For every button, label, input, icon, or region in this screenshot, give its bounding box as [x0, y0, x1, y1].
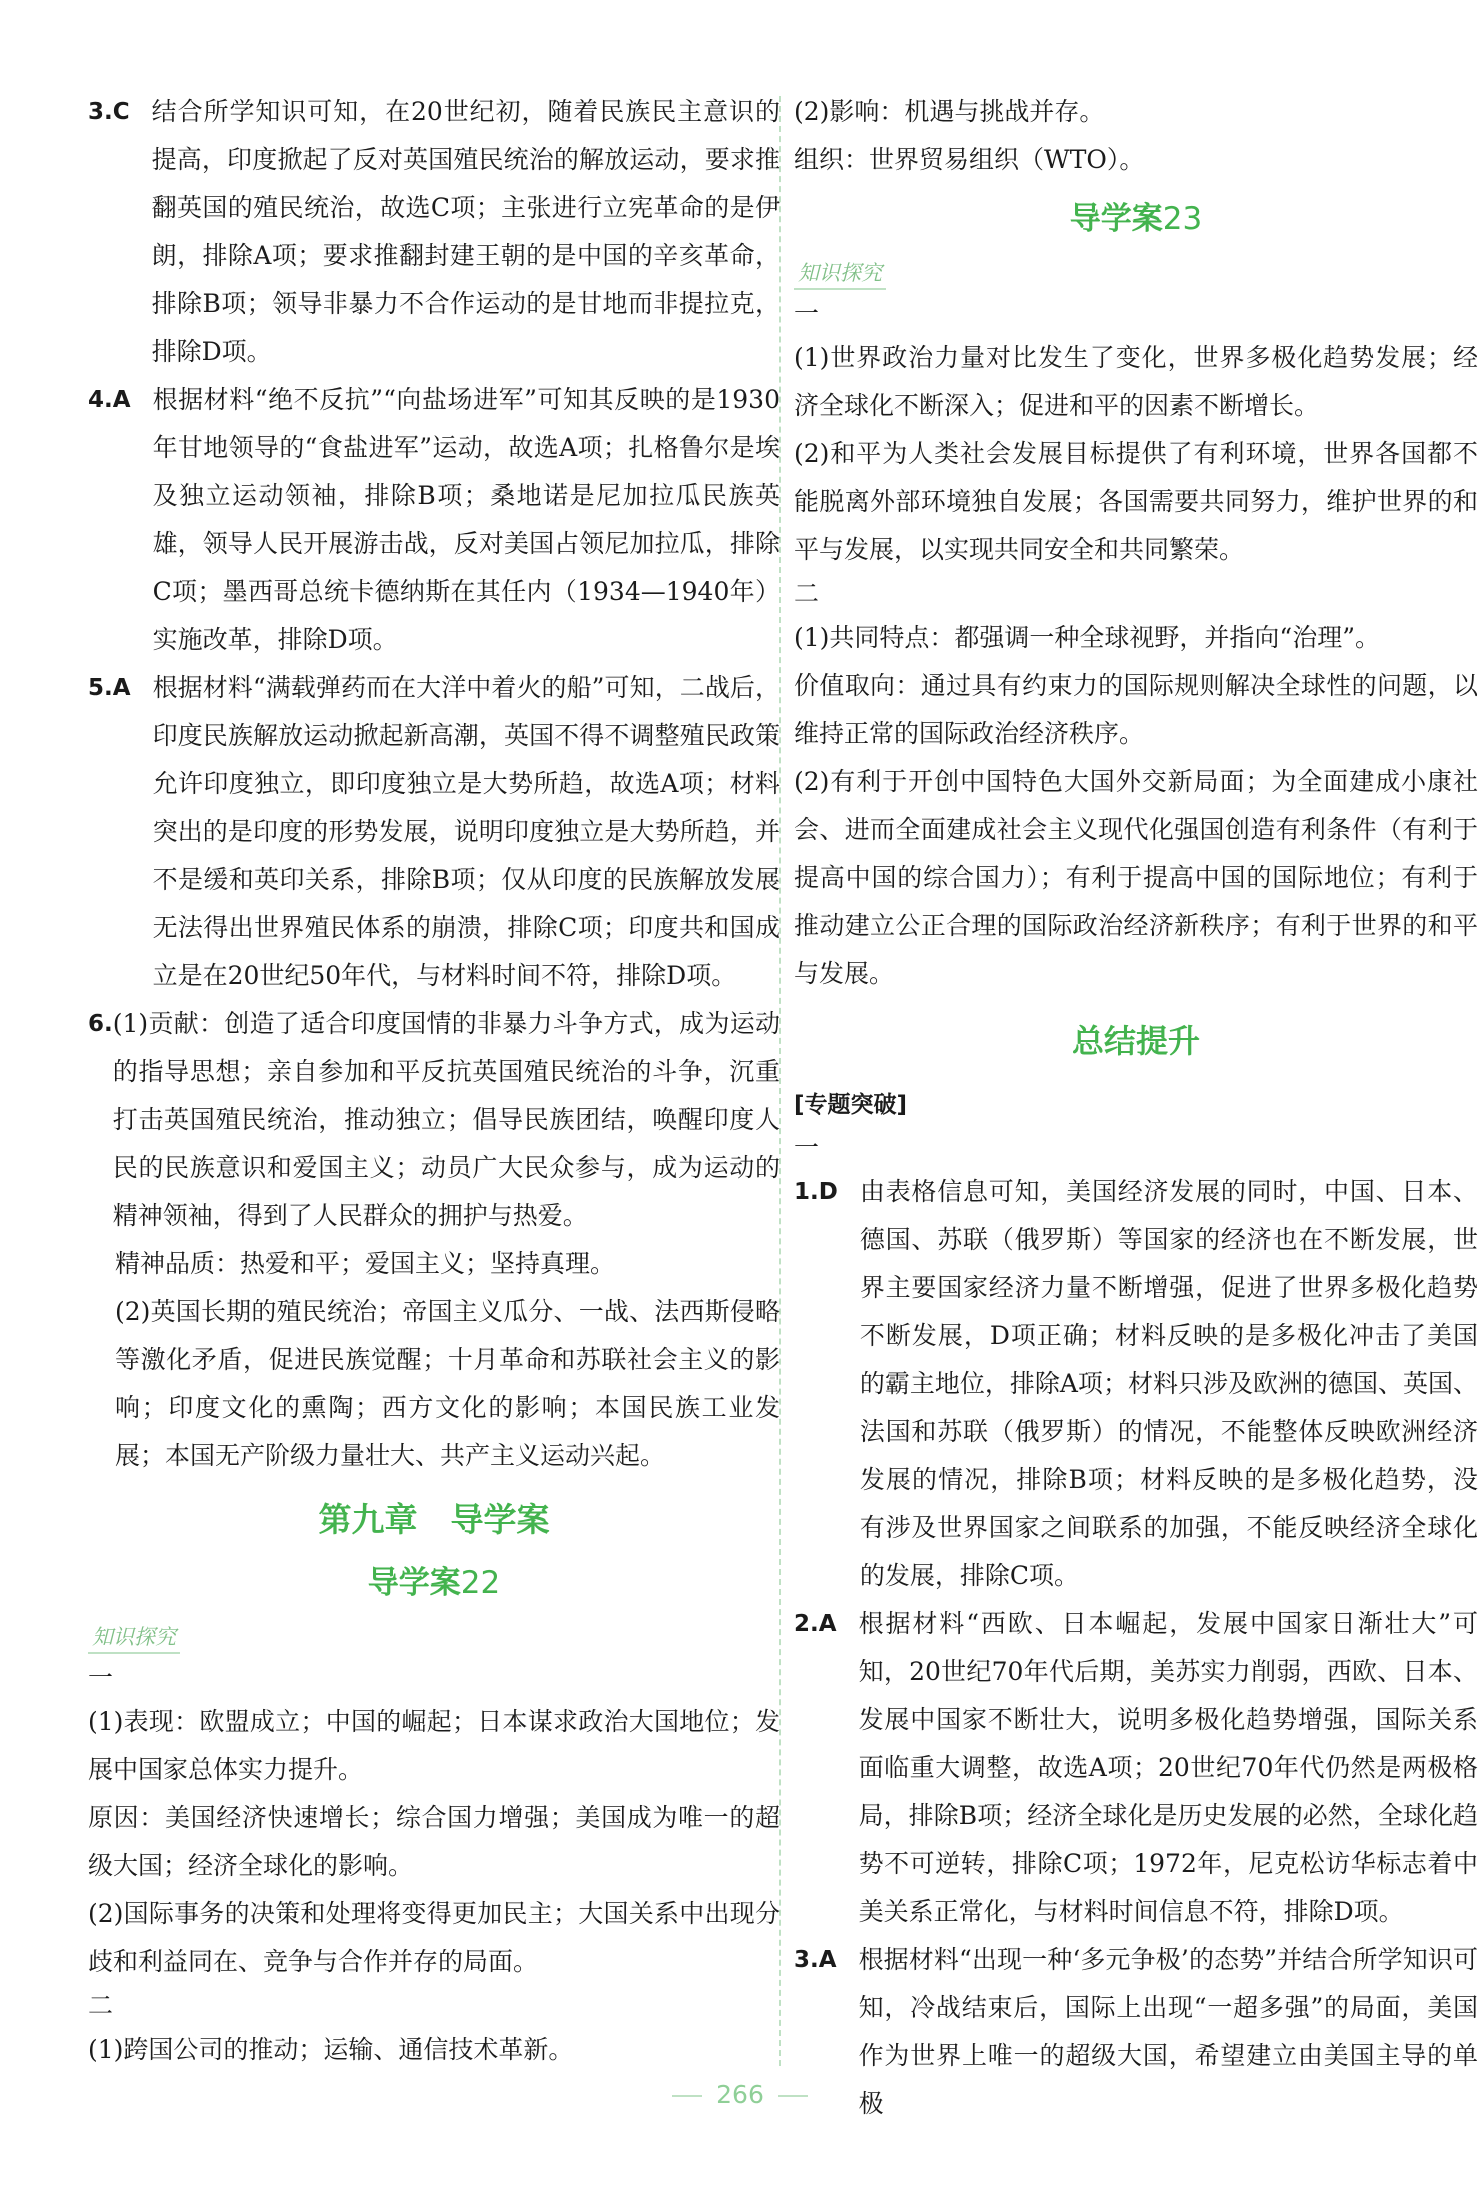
lesson-22-paragraph: (1)跨国公司的推动；运输、通信技术革新。 [88, 2035, 574, 2064]
page-footer [0, 2080, 1480, 2109]
knowledge-tag: 知识探究 [794, 258, 886, 290]
knowledge-tag: 知识探究 [88, 1622, 180, 1654]
section-marker: 一 [88, 1663, 114, 1692]
left-column [88, 88, 780, 2074]
section-marker: 二 [88, 1991, 114, 2020]
item-explanation: 结合所学知识可知，在20世纪初，随着民族民主意识的提高，印度掀起了反对英国殖民统治的解放运动，要求推翻英国的殖民统治，故选C项；主张进行立宪革命的是伊朗，排除A项；要求推翻封建王朝的是中国的辛亥革命，排除B项；领导非暴力不合作运动的是甘地而非提拉克，排除D项。 [151, 97, 780, 366]
lesson-23-title: 导学案23 [1069, 201, 1203, 237]
lesson-23-paragraph: (2)有利于开创中国特色大国外交新局面；为全面建成小康社会、进而全面建成社会主义现代化强国创造有利条件（有利于提高中国的综合国力）；有利于提高中国的国际地位；有利于推动建立公正合理的国际政治经济新秩序；有利于世界的和平与发展。 [794, 767, 1478, 988]
footer-dash [672, 2095, 702, 2097]
item-number: 4.A [88, 387, 131, 413]
lesson-22-paragraph: (1)表现：欧盟成立；中国的崛起；日本谋求政治大国地位；发展中国家总体实力提升。 [88, 1707, 780, 1784]
answer-item-4 [88, 376, 780, 664]
item-explanation: 由表格信息可知，美国经济发展的同时，中国、日本、德国、苏联（俄罗斯）等国家的经济也在不断发展，世界主要国家经济力量不断增强，促进了世界多极化趋势不断发展，D项正确；材料反映的是多极化冲击了美国的霸主地位，排除A项；材料只涉及欧洲的德国、英国、法国和苏联（俄罗斯）的情况，不能整体反映欧洲经济发展的情况，排除B项；材料反映的是多极化趋势，没有涉及世界国家之间联系的加强，不能反映经济全球化的发展，排除C项。 [859, 1177, 1478, 1590]
section-marker: 一 [794, 299, 820, 328]
summary-answer-item-2 [794, 1600, 1478, 1936]
continued-paragraph: (2)影响：机遇与挑战并存。 [794, 97, 1105, 126]
item-answer-part-2: (2)英国长期的殖民统治；帝国主义瓜分、一战、法西斯侵略等激化矛盾，促进民族觉醒；十月革命和苏联社会主义的影响；印度文化的熏陶；西方文化的影响；本国民族工业发展；本国无产阶级力量壮大、共产主义运动兴起。 [115, 1297, 780, 1470]
item-explanation: 根据材料“出现一种‘多元争极’的态势”并结合所学知识可知，冷战结束后，国际上出现“一超多强”的局面，美国作为世界上唯一的超级大国，希望建立由美国主导的单极 [858, 1945, 1478, 2118]
item-number: 5.A [88, 675, 131, 701]
item-number: 3.A [794, 1947, 837, 1973]
summary-answer-item-1 [794, 1168, 1478, 1600]
lesson-23-paragraph: (1)世界政治力量对比发生了变化，世界多极化趋势发展；经济全球化不断深入；促进和平的因素不断增长。 [794, 343, 1478, 420]
chapter-title: 第九章 导学案 [318, 1500, 550, 1539]
lesson-22-title: 导学案22 [367, 1565, 501, 1601]
section-marker: 一 [794, 1133, 820, 1162]
topic-breakthrough-label: [专题突破] [794, 1092, 908, 1118]
item-explanation: 根据材料“满载弹药而在大洋中着火的船”可知，二战后，印度民族解放运动掀起新高潮，英国不得不调整殖民政策允许印度独立，即印度独立是大势所趋，故选A项；材料突出的是印度的形势发展，说明印度独立是大势所趋，并不是缓和英印关系，排除B项；仅从印度的民族解放发展无法得出世界殖民体系的崩溃，排除C项；印度共和国成立是在20世纪50年代，与材料时间不符，排除D项。 [152, 673, 780, 990]
item-number: 6. [88, 1011, 113, 1037]
summary-title: 总结提升 [1071, 1022, 1200, 1060]
answer-item-6 [88, 1000, 780, 1240]
lesson-23-paragraph: (1)共同特点：都强调一种全球视野，并指向“治理”。 [794, 623, 1380, 652]
footer-dash [778, 2095, 808, 2097]
answer-item-3 [88, 88, 780, 376]
section-marker: 二 [794, 579, 820, 608]
right-column [794, 88, 1478, 2128]
answer-item-5 [88, 664, 780, 1000]
lesson-23-paragraph: (2)和平为人类社会发展目标提供了有利环境，世界各国都不能脱离外部环境独自发展；各国需要共同努力，维护世界的和平与发展，以实现共同安全和共同繁荣。 [794, 439, 1478, 564]
item-answer-quality: 精神品质：热爱和平；爱国主义；坚持真理。 [115, 1249, 616, 1278]
item-answer-part-1: (1)贡献：创造了适合印度国情的非暴力斗争方式，成为运动的指导思想；亲自参加和平反抗英国殖民统治的斗争，沉重打击英国殖民统治，推动独立；倡导民族团结，唤醒印度人民的民族意识和爱国主义；动员广大民众参与，成为运动的精神领袖，得到了人民群众的拥护与热爱。 [112, 1009, 780, 1230]
item-number: 2.A [794, 1611, 837, 1637]
continued-paragraph: 组织：世界贸易组织（WTO）。 [794, 145, 1145, 174]
item-explanation: 根据材料“西欧、日本崛起，发展中国家日渐壮大”可知，20世纪70年代后期，美苏实力削弱，西欧、日本、发展中国家不断壮大，说明多极化趋势增强，国际关系面临重大调整，故选A项；20世纪70年代仍然是两极格局，排除B项；经济全球化是历史发展的必然，全球化趋势不可逆转，排除C项；1972年，尼克松访华标志着中美关系正常化，与材料时间信息不符，排除D项。 [858, 1609, 1478, 1926]
item-number: 1.D [794, 1179, 838, 1205]
item-explanation: 根据材料“绝不反抗”“向盐场进军”可知其反映的是1930年甘地领导的“食盐进军”运动，故选A项；扎格鲁尔是埃及独立运动领袖，排除B项；桑地诺是尼加拉瓜民族英雄，领导人民开展游击战，反对美国占领尼加拉瓜，排除C项；墨西哥总统卡德纳斯在其任内（1934—1940年）实施改革，排除D项。 [152, 385, 780, 654]
page-number: 266 [716, 2080, 764, 2109]
item-number: 3.C [88, 99, 130, 125]
lesson-23-paragraph: 价值取向：通过具有约束力的国际规则解决全球性的问题，以维持正常的国际政治经济秩序。 [794, 671, 1478, 748]
lesson-22-paragraph: (2)国际事务的决策和处理将变得更加民主；大国关系中出现分歧和利益同在、竞争与合作并存的局面。 [88, 1899, 780, 1976]
lesson-22-paragraph: 原因：美国经济快速增长；综合国力增强；美国成为唯一的超级大国；经济全球化的影响。 [88, 1803, 780, 1880]
